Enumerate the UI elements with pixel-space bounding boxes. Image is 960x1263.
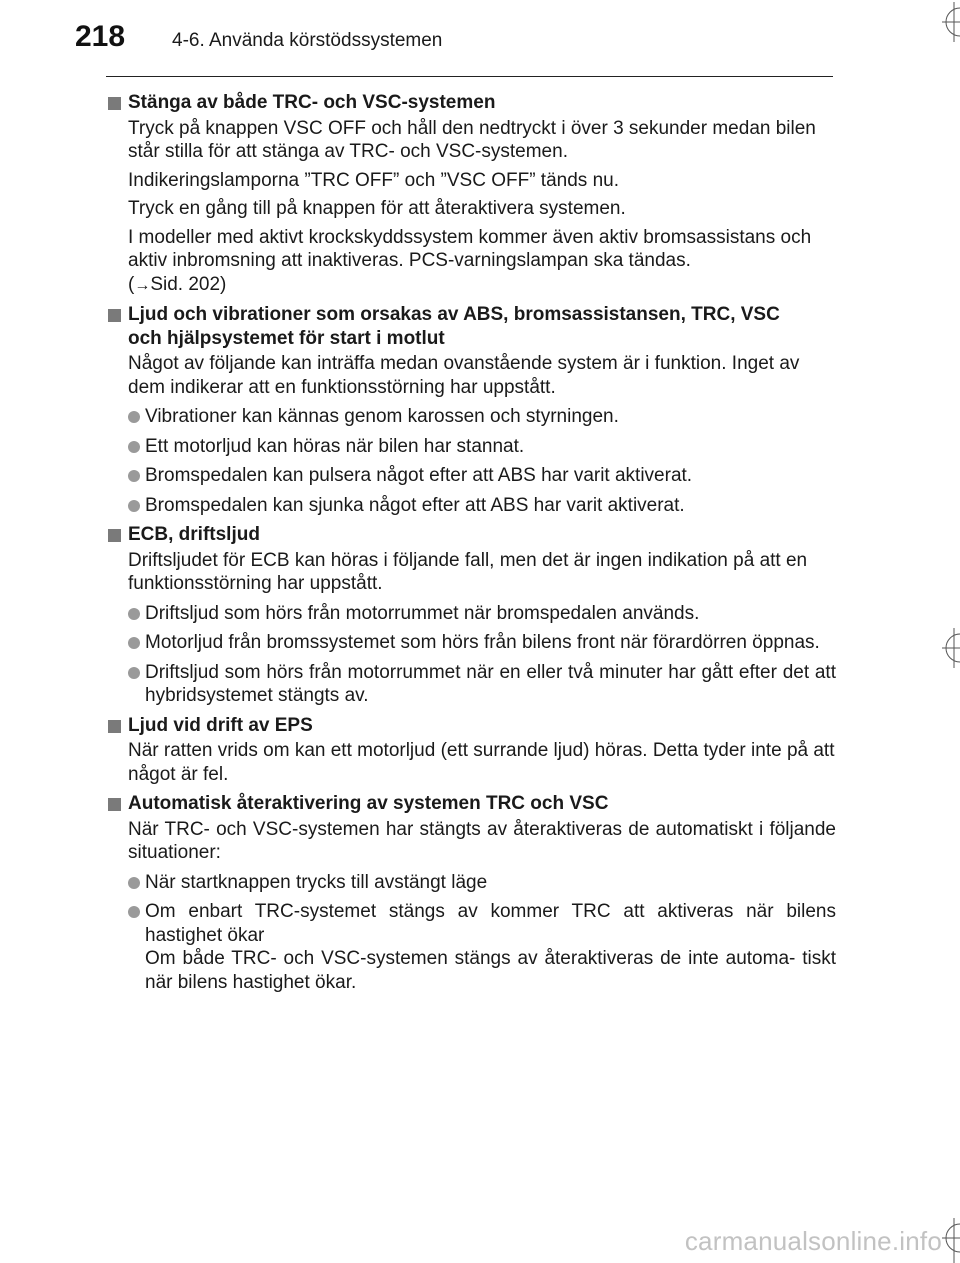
page-reference-link[interactable]: Sid. 202) xyxy=(150,273,227,295)
page-reference-open: ( xyxy=(128,273,135,295)
list-item xyxy=(106,602,836,626)
section-heading xyxy=(106,303,836,350)
paragraph: När ratten vrids om kan ett motorljud (ett surrande ljud) höras. Detta tyder inte på att något är fel. xyxy=(128,740,835,785)
list-item xyxy=(106,661,836,708)
square-bullet-icon xyxy=(108,720,121,733)
paragraph: Något av följande kan inträffa medan ovanstående system är i funktion. Inget av dem indikerar att en funktionsstörning har uppstått. xyxy=(128,353,800,398)
section-heading xyxy=(106,714,836,738)
chapter-title: 4-6. Använda körstödssystemen xyxy=(172,30,443,51)
section-heading xyxy=(106,792,836,816)
list-item-text: Om enbart TRC-systemet stängs av kommer TRC att aktiveras när bilens hastighet ökar xyxy=(145,901,836,946)
paragraph: Tryck en gång till på knappen för att återaktivera systemen. xyxy=(128,198,626,219)
page-number: 218 xyxy=(75,20,126,53)
list-item-text: Bromspedalen kan pulsera något efter att ABS har varit aktiverat. xyxy=(145,465,693,486)
bullet-dot-icon xyxy=(128,500,140,512)
list-item xyxy=(106,405,836,429)
paragraph xyxy=(128,226,836,298)
list-item-text: Bromspedalen kan sjunka något efter att ABS har varit aktiverat. xyxy=(145,494,685,516)
header-divider xyxy=(106,76,833,77)
list-item-text: Om både TRC- och VSC-systemen stängs av återaktiveras de inte automa- tiskt när bilens hastighet ökar. xyxy=(145,948,836,993)
section-heading xyxy=(106,91,836,115)
bullet-dot-icon xyxy=(128,906,140,918)
bullet-dot-icon xyxy=(128,667,140,679)
paragraph: Indikeringslamporna ”TRC OFF” och ”VSC OFF” tänds nu. xyxy=(128,169,619,191)
list-item-text: Motorljud från bromssystemet som hörs från bilens front när förardörren öppnas. xyxy=(145,632,820,653)
list-item xyxy=(106,631,836,655)
paragraph: När TRC- och VSC-systemen har stängts av återaktiveras de automatiskt i följande situationer: xyxy=(128,818,836,863)
list-item-text: Vibrationer kan kännas genom karossen och styrningen. xyxy=(145,406,619,427)
section-heading-text: och hjälpsystemet för start i motlut xyxy=(128,327,445,349)
section-heading-text: Ljud och vibrationer som orsakas av ABS, bromsassistansen, TRC, VSC xyxy=(128,304,780,325)
paragraph: Driftsljudet för ECB kan höras i följande fall, men det är ingen indikation på att en funktionsstörning har uppstått. xyxy=(128,549,808,594)
list-item xyxy=(106,871,836,895)
list-item-text: När startknappen trycks till avstängt läge xyxy=(145,871,488,893)
page-content xyxy=(106,91,836,994)
square-bullet-icon xyxy=(108,309,121,322)
square-bullet-icon xyxy=(108,798,121,811)
section-heading-text: Stänga av både TRC- och VSC-systemen xyxy=(128,92,496,113)
list-item xyxy=(106,900,836,994)
paragraph-text: I modeller med aktivt krockskyddssystem kommer även aktiv bromsassistans och aktiv inbromsning att inaktiveras. PCS-varningslampan ska tändas. xyxy=(128,226,812,271)
bullet-dot-icon xyxy=(128,441,140,453)
list-item-text: Ett motorljud kan höras när bilen har stannat. xyxy=(145,435,525,457)
section-heading-text: Automatisk återaktivering av systemen TRC och VSC xyxy=(128,793,609,814)
square-bullet-icon xyxy=(108,97,121,110)
registration-mark-middle-icon xyxy=(940,628,960,668)
bullet-dot-icon xyxy=(128,608,140,620)
list-item-text: Driftsljud som hörs från motorrummet när bromspedalen används. xyxy=(145,602,700,624)
list-item-text: Driftsljud som hörs från motorrummet när en eller två minuter har gått efter det att hybridsystemet stängts av. xyxy=(145,661,836,706)
list-item xyxy=(106,464,836,488)
list-item xyxy=(106,494,836,518)
registration-mark-top-icon xyxy=(940,2,960,42)
arrow-right-icon: → xyxy=(134,276,151,294)
section-heading-text: ECB, driftsljud xyxy=(128,524,260,545)
section-heading-text: Ljud vid drift av EPS xyxy=(128,714,313,736)
bullet-dot-icon xyxy=(128,877,140,889)
section-heading xyxy=(106,523,836,547)
bullet-dot-icon xyxy=(128,637,140,649)
bullet-dot-icon xyxy=(128,411,140,423)
list-item xyxy=(106,435,836,459)
square-bullet-icon xyxy=(108,529,121,542)
registration-mark-bottom-icon xyxy=(940,1218,960,1263)
paragraph: Tryck på knappen VSC OFF och håll den nedtryckt i över 3 sekunder medan bilen står stilla för att stänga av TRC- och VSC-systemen. xyxy=(128,117,816,162)
bullet-dot-icon xyxy=(128,470,140,482)
watermark: carmanualsonline.info xyxy=(684,1226,942,1256)
